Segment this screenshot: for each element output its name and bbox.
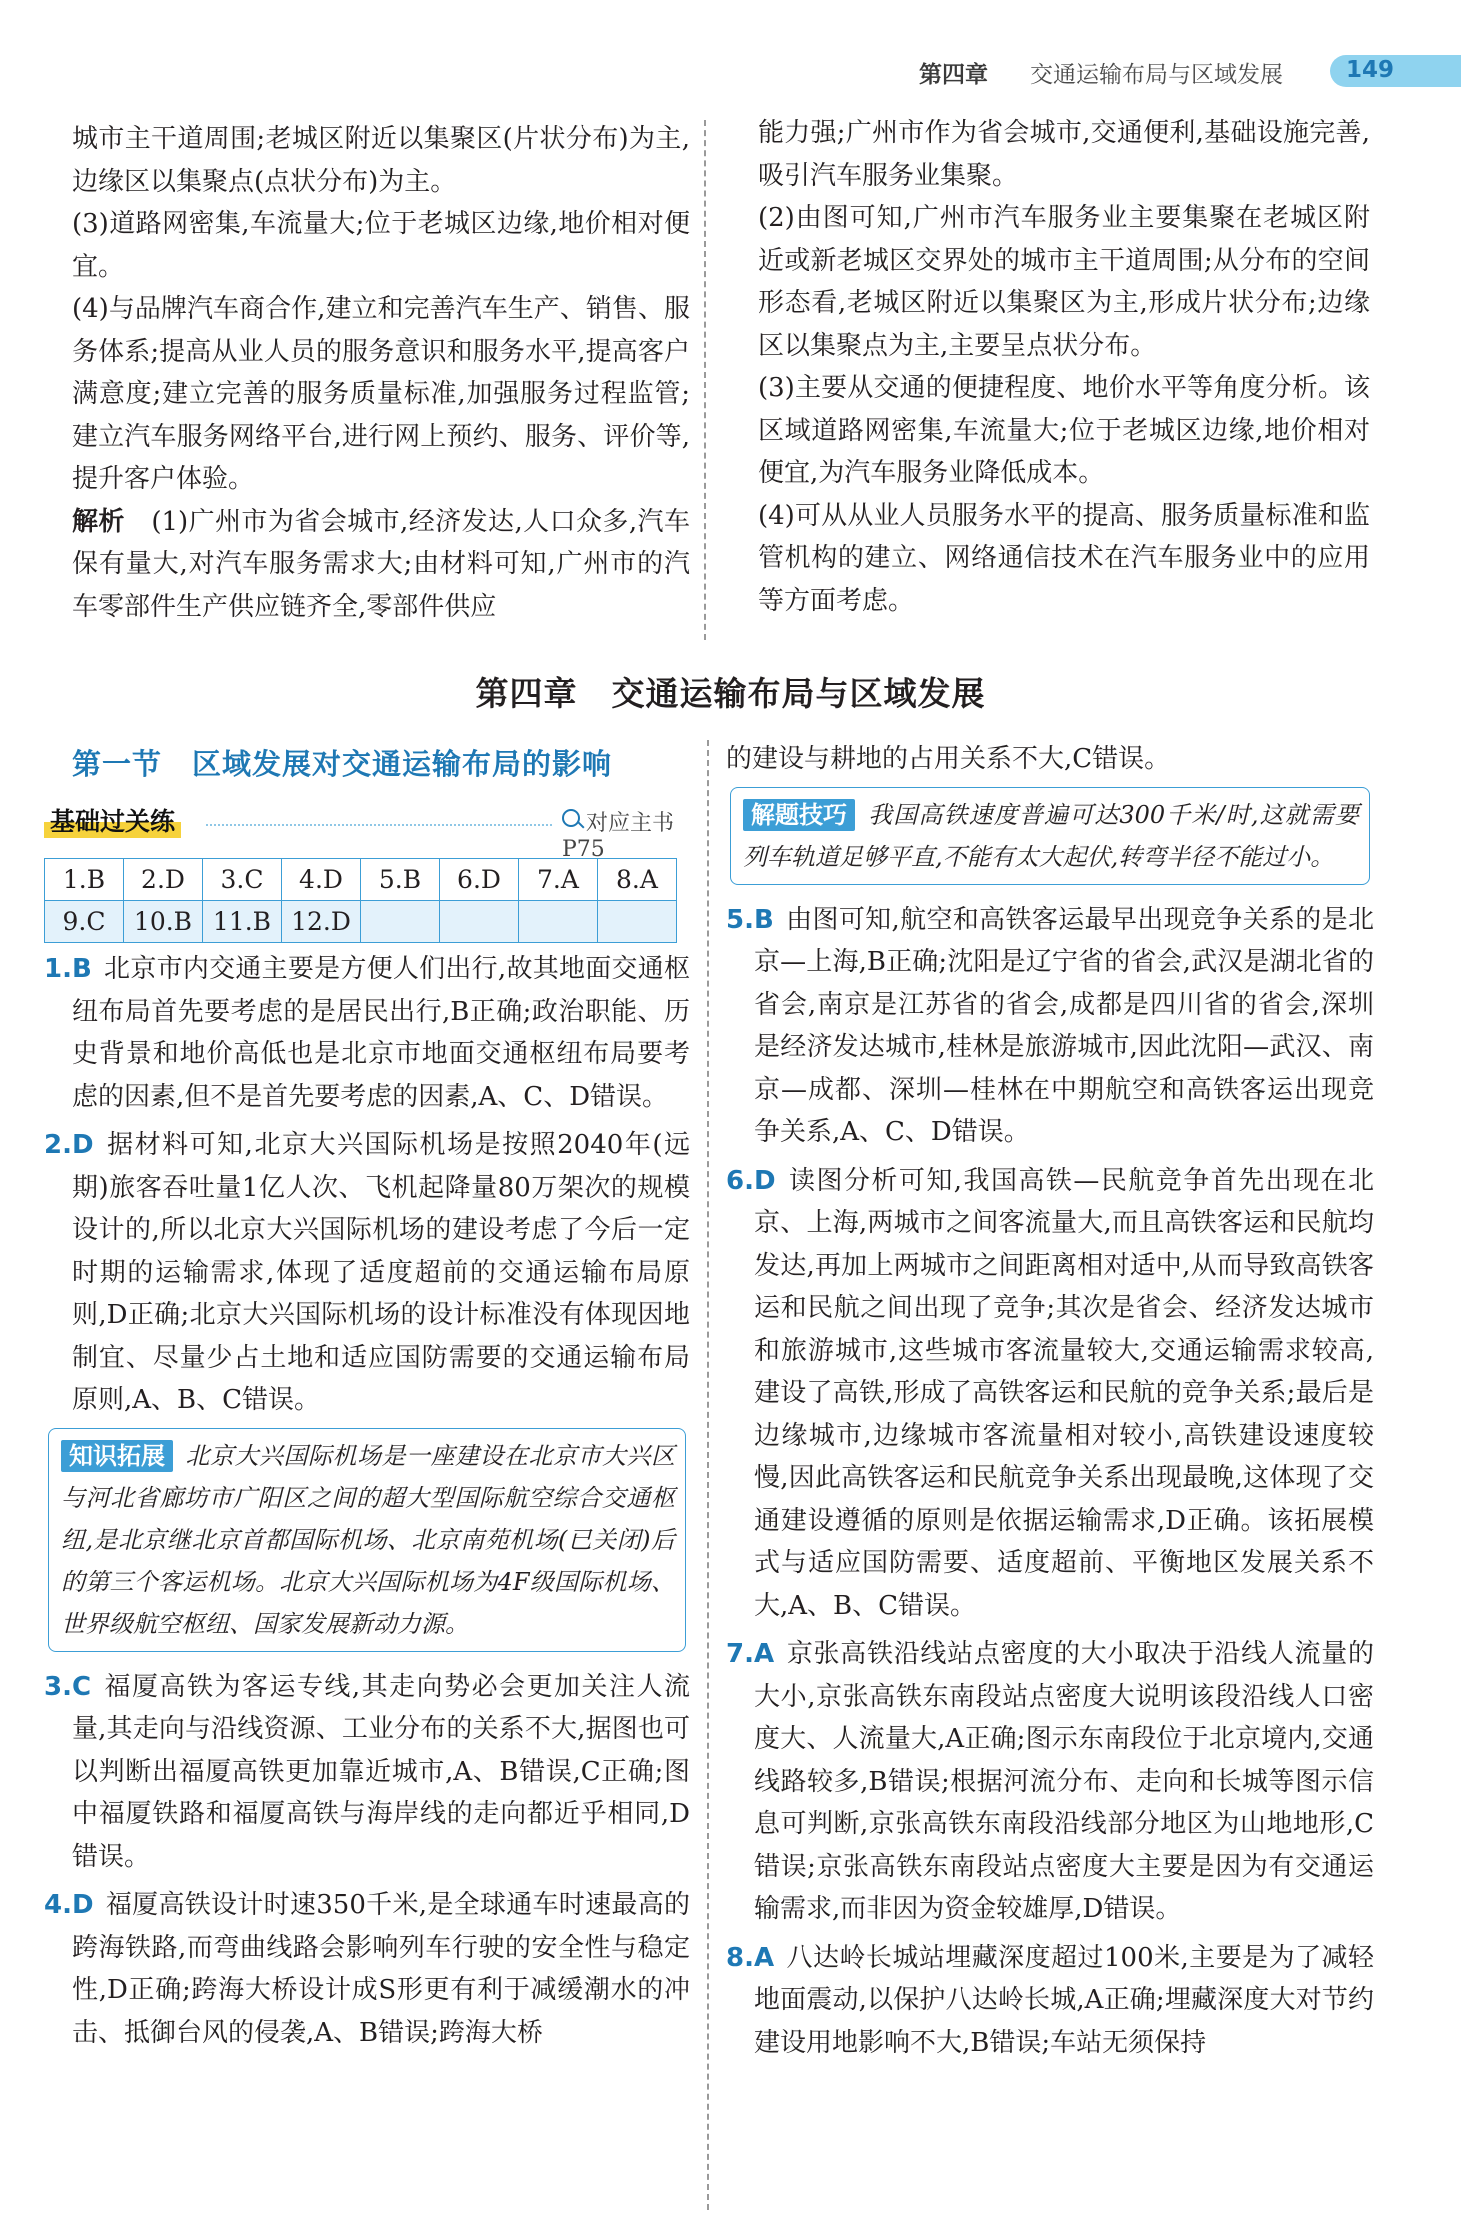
left-column: [44, 948, 690, 2060]
question-explanation: [44, 1124, 690, 1422]
question-explanation: [726, 1937, 1374, 2065]
paragraph: 城市主干道周围;老城区附近以集聚区(片状分布)为主,边缘区以集聚点(点状分布)为主。: [72, 124, 690, 197]
question-number: 6.D: [726, 1165, 776, 1196]
paragraph: (4)可从从业人员服务水平的提高、服务质量标准和监管机构的建立、网络通信技术在汽车服务业中的应用等方面考虑。: [758, 500, 1370, 616]
question-explanation: [44, 1884, 690, 2054]
explanation-text: 据材料可知,北京大兴国际机场是按照2040年(远期)旅客吞吐量1亿人次、飞机起降量80万架次的规模设计的,所以北京大兴国际机场的建设考虑了今后一定时期的运输需求,体现了适度超前的交通运输布局原则,D正确;北京大兴国际机场的设计标准没有体现因地制宜、尽量少占土地和适应国防需要的交通运输布局原则,A、B、C错误。: [72, 1130, 690, 1415]
explanation-text: 八达岭长城站埋藏深度超过100米,主要是为了减轻地面震动,以保护八达岭长城,A正确;埋藏深度大对节约建设用地影响不大,B错误;车站无须保持: [754, 1942, 1374, 2058]
answer-cell: 4.D: [282, 859, 361, 901]
answer-cell: 10.B: [124, 901, 203, 943]
analysis-paragraph: [72, 501, 690, 629]
answer-cell: [519, 901, 598, 943]
page-number: 149: [1346, 57, 1395, 83]
book-reference: [562, 806, 692, 862]
answer-cell: 7.A: [519, 859, 598, 901]
answer-cell: [440, 901, 519, 943]
right-column: [726, 738, 1374, 2070]
question-number: 4.D: [44, 1890, 94, 1920]
box-tag: 解题技巧: [743, 799, 855, 831]
top-right-column: [758, 112, 1370, 622]
paragraph: 能力强;广州市作为省会城市,交通便利,基础设施完善,吸引汽车服务业集聚。: [758, 118, 1370, 191]
analysis-text: (1)广州市为省会城市,经济发达,人口众多,汽车保有量大,对汽车服务需求大;由材料可知,广州市的汽车零部件生产供应链齐全,零部件供应: [72, 506, 690, 622]
header-chapter: 第四章: [919, 62, 988, 88]
question-explanation: [726, 1633, 1374, 1931]
chapter-title: 第四章 交通运输布局与区域发展: [475, 674, 986, 713]
box-text: 我国高铁速度普遍可达300千米/时,这就需要列车轨道足够平直,不能有太大起伏,转弯半径不能过小。: [743, 800, 1359, 871]
paragraph: (4)与品牌汽车商合作,建立和完善汽车生产、销售、服务体系;提高从业人员的服务意识和服务水平,提高客户满意度;建立完善的服务质量标准,加强服务过程监管;建立汽车服务网络平台,进行网上预约、服务、评价等,提升客户体验。: [72, 294, 690, 494]
question-explanation: [44, 948, 690, 1118]
practice-bar: [44, 802, 692, 862]
box-tag: 知识拓展: [61, 1440, 173, 1472]
box-text: 北京大兴国际机场是一座建设在北京市大兴区与河北省廊坊市广阳区之间的超大型国际航空综合交通枢纽,是北京继北京首都国际机场、北京南苑机场(已关闭)后的第三个客运机场。北京大兴国际机场为4F级国际机场、世界级航空枢纽、国家发展新动力源。: [61, 1441, 675, 1638]
question-explanation: [726, 899, 1374, 1154]
top-left-column: [72, 118, 690, 628]
dotted-divider: [206, 824, 552, 826]
question-number: 3.C: [44, 1671, 92, 1702]
question-number: 5.B: [726, 904, 774, 935]
book-reference-text: 对应主书 P75: [562, 811, 675, 862]
section-title: 第一节 区域发展对交通运输布局的影响: [72, 747, 613, 781]
table-row: [45, 859, 677, 901]
answer-cell: 5.B: [361, 859, 440, 901]
explanation-text: 由图可知,航空和高铁客运最早出现竞争关系的是北京—上海,B正确;沈阳是辽宁省的省会,武汉是湖北省的省会,南京是江苏省的省会,成都是四川省的省会,深圳是经济发达城市,桂林是旅游城市,因此沈阳—武汉、南京—成都、深圳—桂林在中期航空和高铁客运出现竞争关系,A、C、D错误。: [754, 904, 1374, 1147]
answer-cell: 11.B: [203, 901, 282, 943]
explanation-text: 京张高铁沿线站点密度的大小取决于沿线人流量的大小,京张高铁东南段站点密度大说明该段沿线人口密度大、人流量大,A正确;图示东南段位于北京境内,交通线路较多,B错误;根据河流分布、走向和长城等图示信息可判断,京张高铁东南段沿线部分地区为山地地形,C错误;京张高铁东南段站点密度大主要是因为有交通运输需求,而非因为资金较雄厚,D错误。: [754, 1639, 1374, 1924]
question-number: 7.A: [726, 1639, 775, 1669]
paragraph: (3)道路网密集,车流量大;位于老城区边缘,地价相对便宜。: [72, 209, 690, 282]
column-divider: [707, 740, 709, 2210]
explanation-text: 福厦高铁为客运专线,其走向势必会更加关注人流量,其走向与沿线资源、工业分布的关系不大,据图也可以判断出福厦高铁更加靠近城市,A、B错误,C正确;图中福厦铁路和福厦高铁与海岸线的走向都近乎相同,D错误。: [72, 1671, 690, 1872]
answer-table: [44, 858, 677, 943]
knowledge-box: [48, 1428, 686, 1652]
question-number: 8.A: [726, 1942, 775, 1973]
question-number: 1.B: [44, 954, 92, 984]
analysis-label: 解析: [72, 506, 125, 537]
explanation-text: 北京市内交通主要是方便人们出行,故其地面交通枢纽布局首先要考虑的是居民出行,B正确;政治职能、历史背景和地价高低也是北京市地面交通枢纽布局要考虑的因素,但不是首先要考虑的因素,A、C、D错误。: [72, 954, 690, 1112]
table-row: [45, 901, 677, 943]
answer-cell: 2.D: [124, 859, 203, 901]
answer-cell: 8.A: [598, 859, 677, 901]
practice-tag: 基础过关练: [44, 802, 181, 838]
answer-cell: 3.C: [203, 859, 282, 901]
paragraph: (2)由图可知,广州市汽车服务业主要集聚在老城区附近或新老城区交界处的城市主干道周围;从分布的空间形态看,老城区附近以集聚区为主,形成片状分布;边缘区以集聚点为主,主要呈点状分布。: [758, 203, 1370, 361]
question-continuation: 的建设与耕地的占用关系不大,C错误。: [726, 744, 1171, 774]
answer-cell: [598, 901, 677, 943]
answer-cell: 6.D: [440, 859, 519, 901]
paragraph: (3)主要从交通的便捷程度、地价水平等角度分析。该区域道路网密集,车流量大;位于老城区边缘,地价相对便宜,为汽车服务业降低成本。: [758, 373, 1370, 488]
tips-box: [730, 787, 1370, 885]
question-number: 2.D: [44, 1130, 94, 1160]
answer-cell: 9.C: [45, 901, 124, 943]
explanation-text: 福厦高铁设计时速350千米,是全球通车时速最高的跨海铁路,而弯曲线路会影响列车行驶的安全性与稳定性,D正确;跨海大桥设计成S形更有利于减缓潮水的冲击、抵御台风的侵袭,A、B错误;跨海大桥: [72, 1890, 690, 2048]
question-explanation: [726, 1160, 1374, 1628]
column-divider: [704, 120, 706, 640]
answer-cell: [361, 901, 440, 943]
answer-cell: 12.D: [282, 901, 361, 943]
header-title: 交通运输布局与区域发展: [1030, 62, 1283, 88]
answer-cell: 1.B: [45, 859, 124, 901]
question-explanation: [44, 1666, 690, 1879]
explanation-text: 读图分析可知,我国高铁—民航竞争首先出现在北京、上海,两城市之间客流量大,而且高铁客运和民航均发达,再加上两城市之间距离相对适中,从而导致高铁客运和民航之间出现了竞争;其次是省会、经济发达城市和旅游城市,这些城市客流量较大,交通运输需求较高,建设了高铁,形成了高铁客运和民航的竞争关系;最后是边缘城市,边缘城市客流量相对较小,高铁建设速度较慢,因此高铁客运和民航竞争关系出现最晚,这体现了交通建设遵循的原则是依据运输需求,D正确。该拓展模式与适应国防需要、适度超前、平衡地区发展关系不大,A、B、C错误。: [754, 1165, 1374, 1621]
search-icon: [562, 809, 580, 827]
page-header: [0, 0, 1461, 100]
